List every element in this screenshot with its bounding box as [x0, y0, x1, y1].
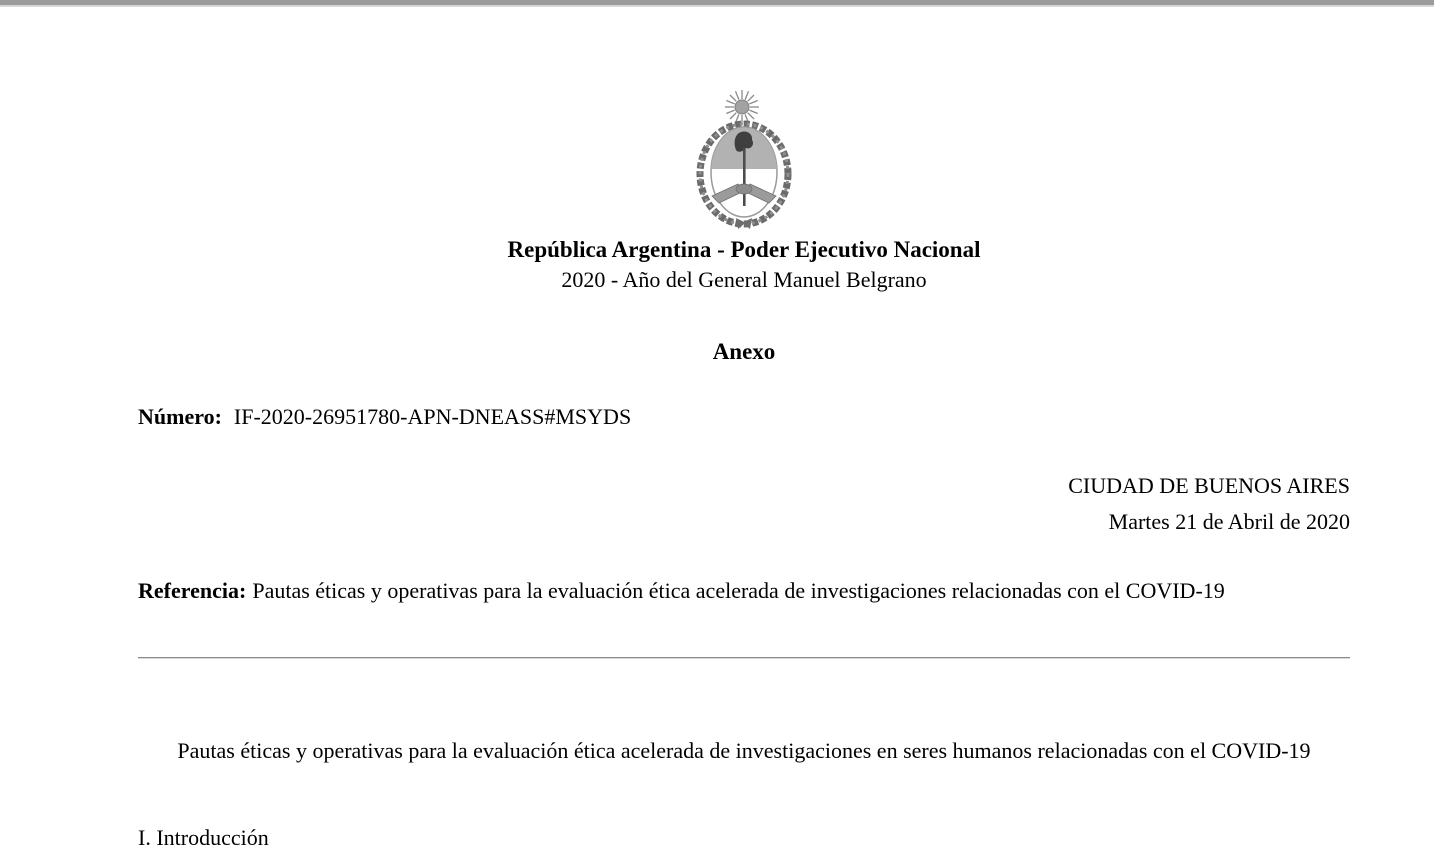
- body-title: Pautas éticas y operativas para la evaluación ética acelerada de investigaciones en seres humanos relacionadas con el COVID-19: [177, 738, 1311, 763]
- document-number-line: [138, 404, 1350, 430]
- city-line: CIUDAD DE BUENOS AIRES: [1068, 473, 1350, 498]
- date-line: Martes 21 de Abril de 2020: [1108, 509, 1350, 534]
- annex-heading: Anexo: [712, 339, 776, 364]
- horizontal-divider: [138, 657, 1350, 659]
- reference-paragraph: [138, 573, 1350, 609]
- reference-text: Pautas éticas y operativas para la evaluación ética acelerada de investigaciones relacionadas con el COVID-19: [252, 578, 1225, 603]
- document-number-label: Número:: [138, 404, 222, 429]
- org-title: República Argentina - Poder Ejecutivo Nacional: [507, 237, 981, 262]
- year-motto: 2020 - Año del General Manuel Belgrano: [561, 267, 927, 292]
- reference-label: Referencia:: [138, 578, 247, 603]
- document-number-value: IF-2020-26951780-APN-DNEASS#MSYDS: [233, 404, 632, 429]
- document-content-column: [138, 0, 1350, 868]
- section-heading-introduccion: I. Introducción: [138, 825, 269, 850]
